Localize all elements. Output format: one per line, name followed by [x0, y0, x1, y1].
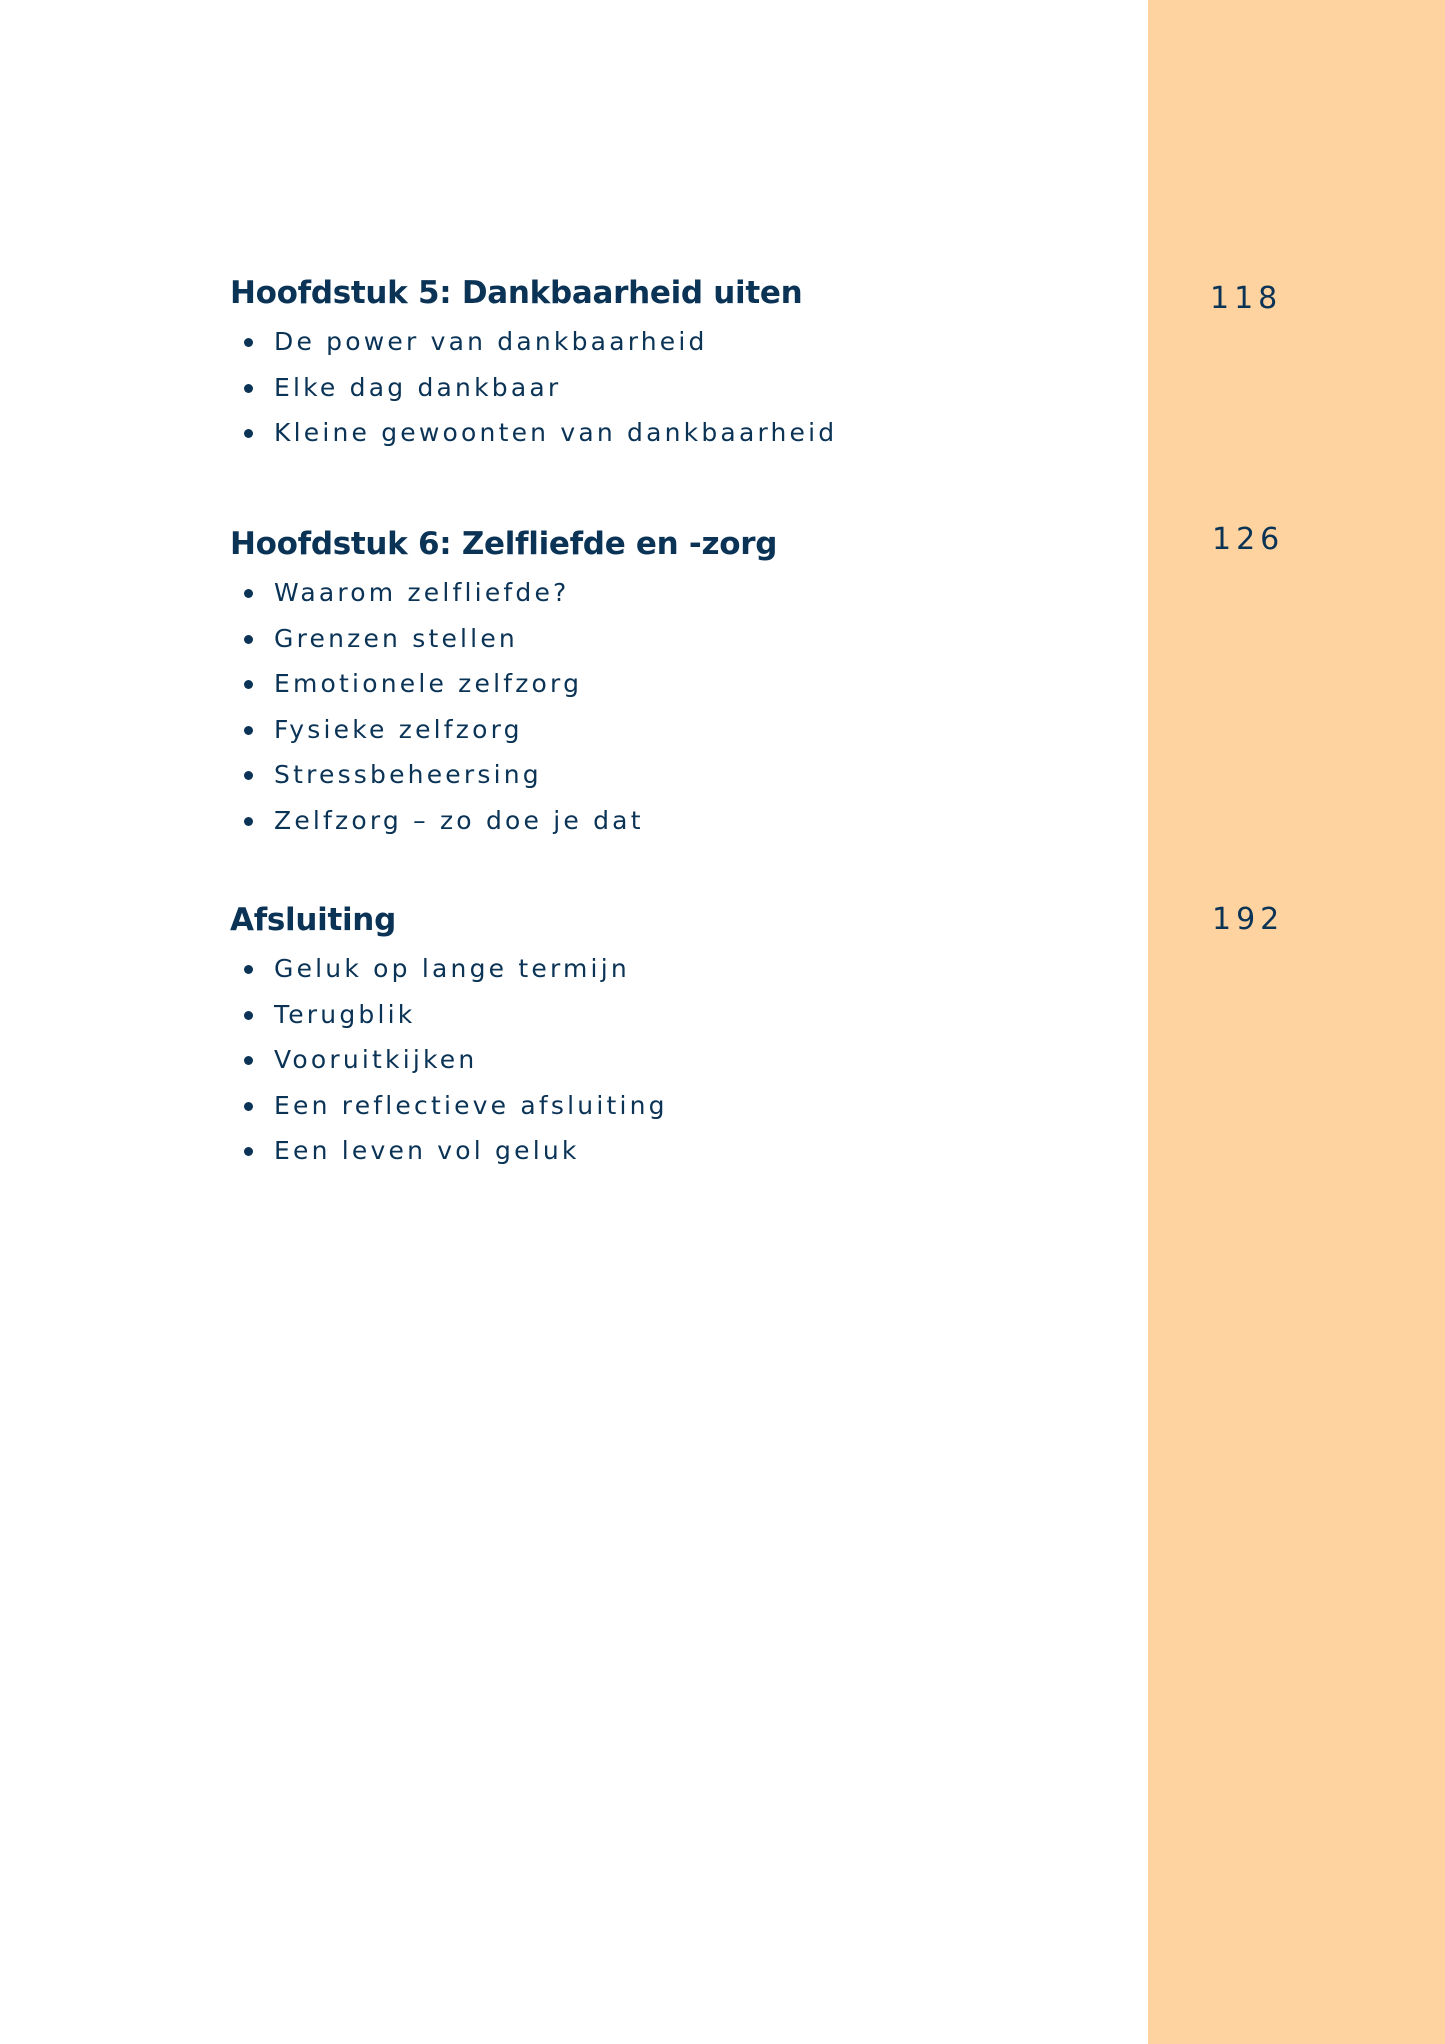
- section-title: Afsluiting: [230, 902, 396, 938]
- toc-item-label: Zelfzorg – zo doe je dat: [274, 805, 644, 835]
- bullet-icon: [244, 726, 253, 735]
- toc-item-label: Terugblik: [274, 999, 416, 1029]
- bullet-icon: [244, 635, 253, 644]
- page-number: 192: [1212, 902, 1285, 937]
- toc-item-label: Kleine gewoonten van dankbaarheid: [274, 418, 838, 448]
- bullet-icon: [244, 338, 253, 347]
- toc-item-list: [230, 946, 1110, 1174]
- toc-item: [230, 1037, 1110, 1083]
- toc-section-afsluiting: [230, 900, 1110, 1174]
- toc-item: [230, 946, 1110, 992]
- bullet-icon: [244, 1056, 253, 1065]
- side-band: [1148, 0, 1445, 2044]
- toc-item-label: Waarom zelfliefde?: [274, 578, 570, 607]
- bullet-icon: [244, 1011, 253, 1020]
- page-number: 126: [1212, 522, 1285, 557]
- bullet-icon: [244, 429, 253, 438]
- bullet-icon: [244, 680, 253, 689]
- bullet-icon: [244, 384, 253, 393]
- toc-section-chapter-6: [230, 524, 1110, 844]
- bullet-icon: [244, 1147, 253, 1156]
- toc-item: [230, 707, 1110, 753]
- toc-section-chapter-5: [230, 273, 1110, 456]
- toc-item: [230, 752, 1110, 798]
- toc-item-list: [230, 570, 1110, 844]
- section-title: Hoofdstuk 5: Dankbaarheid uiten: [230, 275, 803, 311]
- toc-item: [230, 616, 1110, 662]
- toc-item-label: De power van dankbaarheid: [274, 327, 708, 356]
- toc-item: [230, 410, 1110, 456]
- toc-item-label: Een leven vol geluk: [274, 1136, 580, 1166]
- bullet-icon: [244, 965, 253, 974]
- bullet-icon: [244, 817, 253, 826]
- toc-item: [230, 661, 1110, 707]
- toc-item: [230, 992, 1110, 1038]
- toc-item-label: Grenzen stellen: [274, 623, 518, 653]
- section-title: Hoofdstuk 6: Zelfliefde en -zorg: [230, 526, 778, 562]
- toc-item-label: Fysieke zelfzorg: [274, 714, 523, 744]
- bullet-icon: [244, 771, 253, 780]
- toc-item: [230, 1128, 1110, 1174]
- toc-item-label: Een reflectieve afsluiting: [274, 1090, 668, 1120]
- bullet-icon: [244, 589, 253, 598]
- toc-item-label: Elke dag dankbaar: [274, 372, 562, 402]
- toc-item: [230, 365, 1110, 411]
- toc-item-label: Emotionele zelfzorg: [274, 669, 583, 699]
- toc-item: [230, 798, 1110, 844]
- page-number: 118: [1210, 281, 1283, 316]
- toc-item-label: Geluk op lange termijn: [274, 954, 630, 983]
- toc-item: [230, 1083, 1110, 1129]
- toc-item-list: [230, 319, 1110, 456]
- toc-item: [230, 319, 1110, 365]
- bullet-icon: [244, 1102, 253, 1111]
- toc-item: [230, 570, 1110, 616]
- toc-item-label: Stressbeheersing: [274, 760, 542, 790]
- toc-item-label: Vooruitkijken: [274, 1045, 478, 1075]
